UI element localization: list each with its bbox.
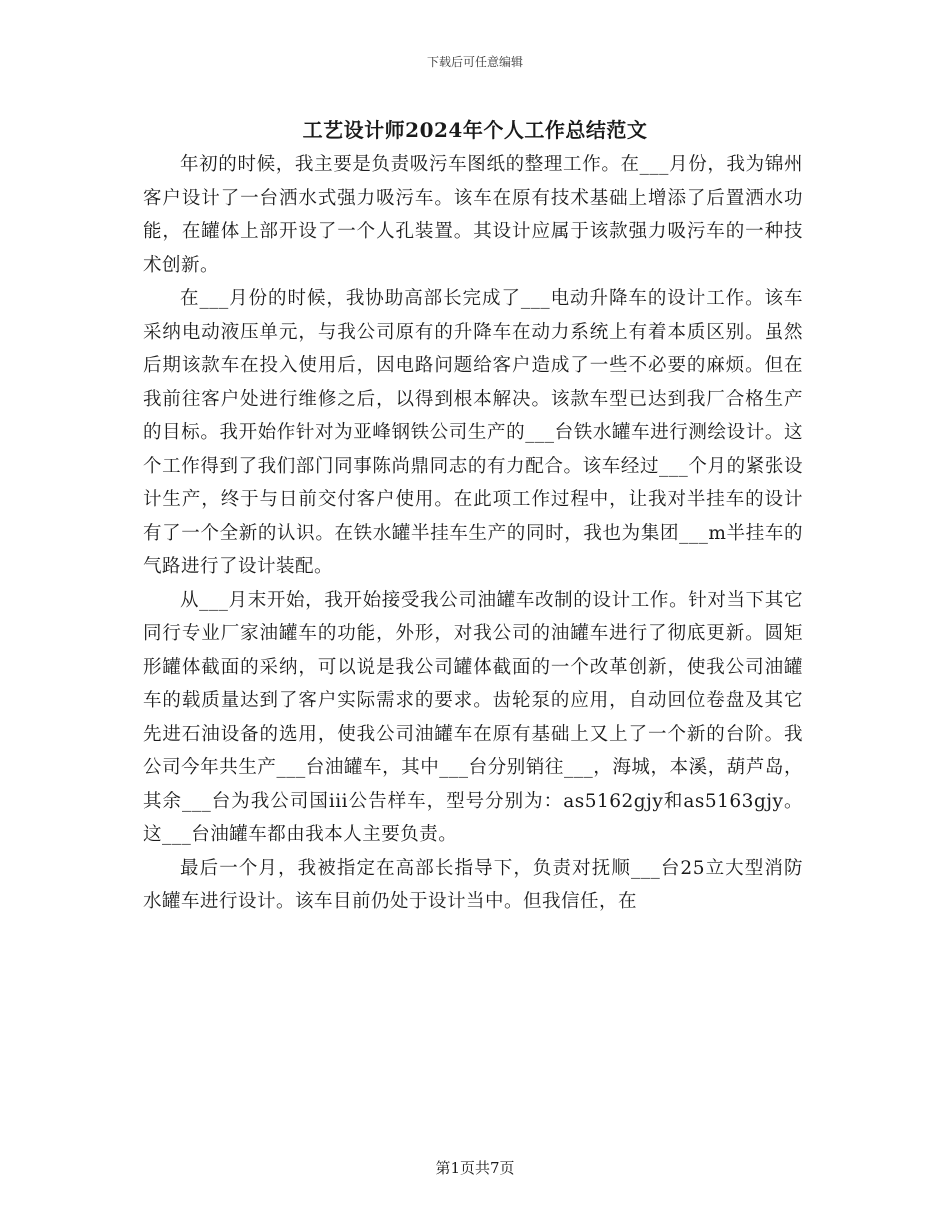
header-note: 下载后可任意编辑 [426,55,523,69]
paragraph-4: 最后一个月，我被指定在高部长指导下，负责对抚顺___台25立大型消防水罐车进行设计。该车目前仍处于设计当中。但我信任，在 [143,857,803,912]
paragraph-3: 从___月末开始，我开始接受我公司油罐车改制的设计工作。针对当下其它同行专业厂家油罐车的功能，外形，对我公司的油罐车进行了彻底更新。圆矩形罐体截面的采纳，可以说是我公司罐体截面的一个改革创新，使我公司油罐车的载质量达到了客户实际需求的要求。齿轮泵的应用，自动回位卷盘及其它先进石油设备的选用，使我公司油罐车在原有基础上又上了一个新的台阶。我公司今年共生产___台油罐车，其中___台分别销往___，海城，本溪，葫芦岛，其余___台为我公司国iii公告样车，型号分别为：as5162gjy和as5163gjy。这___台油罐车都由我本人主要负责。 [143,589,803,845]
paragraph-2: 在___月份的时候，我协助高部长完成了___电动升降车的设计工作。该车采纳电动液压单元，与我公司原有的升降车在动力系统上有着本质区别。虽然后期该款车在投入使用后，因电路问题给客户造成了一些不必要的麻烦。但在我前往客户处进行维修之后，以得到根本解决。该款车型已达到我厂合格生产的目标。我开始作针对为亚峰钢铁公司生产的___台铁水罐车进行测绘设计。这个工作得到了我们部门同事陈尚鼎同志的有力配合。该车经过___个月的紧张设计生产，终于与日前交付客户使用。在此项工作过程中，让我对半挂车的设计有了一个全新的认识。在铁水罐半挂车生产的同时，我也为集团___m半挂车的气路进行了设计装配。 [143,288,803,577]
paragraph-1: 年初的时候，我主要是负责吸污车图纸的整理工作。在___月份，我为锦州客户设计了一台洒水式强力吸污车。该车在原有技术基础上增添了后置洒水功能，在罐体上部开设了一个人孔装置。其设计应属于该款强力吸污车的一种技术创新。 [143,154,803,276]
page-footer: 第1页共7页 [435,1159,515,1177]
document-body [143,148,803,919]
document-title: 工艺设计师2024年个人工作总结范文 [302,118,648,142]
